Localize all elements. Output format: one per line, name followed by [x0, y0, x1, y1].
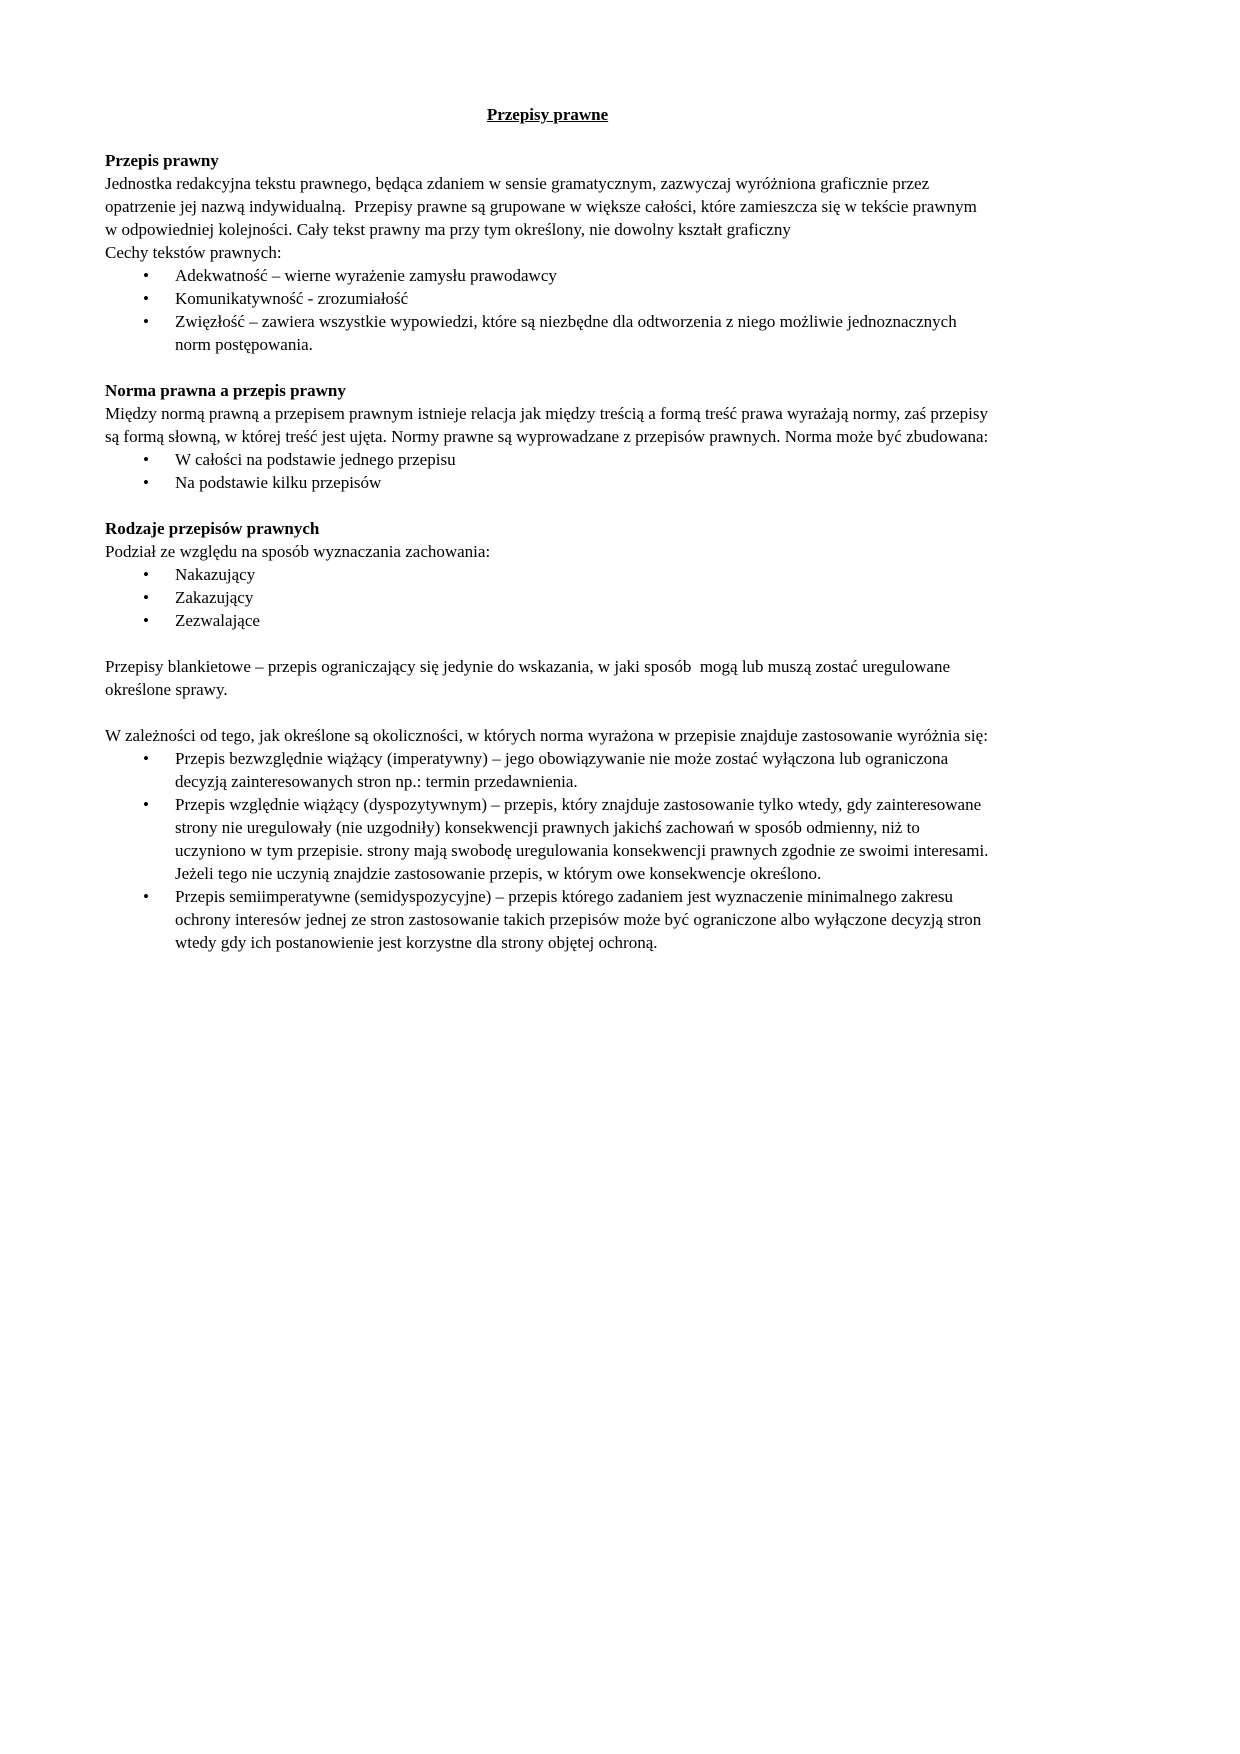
bullet-item: • Adekwatność – wierne wyrażenie zamysłu prawodawcy: [105, 264, 990, 287]
section-paragraph: Przepisy blankietowe – przepis ograniczający się jedynie do wskazania, w jaki sposób mogą lub muszą zostać uregulowane określone sprawy.: [105, 657, 955, 699]
section-paragraph: Podział ze względu na sposób wyznaczania zachowania:: [105, 542, 491, 561]
bullet-item: • Zezwalające: [105, 609, 990, 632]
section-heading: Rodzaje przepisów prawnych: [105, 519, 320, 538]
bullet-list: [105, 264, 990, 356]
bullet-item: • W całości na podstawie jednego przepisu: [105, 448, 990, 471]
bullet-item: • Zakazujący: [105, 586, 990, 609]
bullet-item: • Przepis bezwzględnie wiążący (imperatywny) – jego obowiązywanie nie może zostać wyłączona lub ograniczona decyzją zainteresowanych stron np.: termin przedawnienia.: [105, 747, 990, 793]
bullet-item: • Na podstawie kilku przepisów: [105, 471, 990, 494]
bullet-item: • Przepis semiimperatywne (semidyspozycyjne) – przepis którego zadaniem jest wyznaczenie minimalnego zakresu ochrony interesów jednej ze stron zastosowanie takich przepisów może być ograniczone albo wyłączone decyzją stron wtedy gdy ich postanowienie jest korzystne dla strony objętej ochroną.: [105, 885, 990, 954]
bullet-list: [105, 747, 993, 954]
bullet-item: • Zwięzłość – zawiera wszystkie wypowiedzi, które są niezbędne dla odtworzenia z niego możliwie jednoznacznych norm postępowania.: [105, 310, 990, 356]
section-heading: Przepis prawny: [105, 151, 219, 170]
document-title: Przepisy prawne: [486, 105, 609, 124]
bullet-list: [105, 563, 990, 632]
section-paragraph: Między normą prawną a przepisem prawnym istnieje relacja jak między treścią a formą treść prawa wyrażają normy, zaś przepisy są formą słowną, w której treść jest ujęta. Normy prawne są wyprowadzane z przepisów prawnych. Norma może być zbudowana:: [105, 404, 993, 446]
bullet-list: [105, 448, 990, 494]
section-przepis-prawny: [105, 149, 990, 356]
section-paragraph: W zależności od tego, jak określone są okoliczności, w których norma wyrażona w przepisie znajduje zastosowanie wyróżnia się:: [105, 726, 988, 745]
section-rodzaje-przepisow: [105, 517, 990, 632]
bullet-item: • Komunikatywność - zrozumiałość: [105, 287, 990, 310]
section-przepisy-blankietowe: [105, 655, 990, 701]
bullet-item: • Nakazujący: [105, 563, 990, 586]
section-paragraph: Jednostka redakcyjna tekstu prawnego, będąca zdaniem w sensie gramatycznym, zazwyczaj wyróżniona graficznie przez opatrzenie jej nazwą indywidualną. Przepisy prawne są grupowane w większe całości, które zamieszcza się w tekście prawnym w odpowiedniej kolejności. Cały tekst prawny ma przy tym określony, nie dowolny kształt graficzny: [105, 174, 982, 239]
section-rodzaje-wiazania: [105, 724, 993, 954]
bullet-item: • Przepis względnie wiążący (dyspozytywnym) – przepis, który znajduje zastosowanie tylko wtedy, gdy zainteresowane strony nie uregulowały (nie uzgodniły) konsekwencji prawnych jakichś zachowań w sposób odmienny, niż to uczyniono w tym przepisie. strony mają swobodę uregulowania konsekwencji prawnych zgodnie ze swoimi interesami. Jeżeli tego nie uczynią znajdzie zastosowanie przepis, w którym owe konsekwencje określono.: [105, 793, 990, 885]
section-norma-prawna: [105, 379, 993, 494]
section-paragraph: Cechy tekstów prawnych:: [105, 243, 282, 262]
section-heading: Norma prawna a przepis prawny: [105, 381, 346, 400]
